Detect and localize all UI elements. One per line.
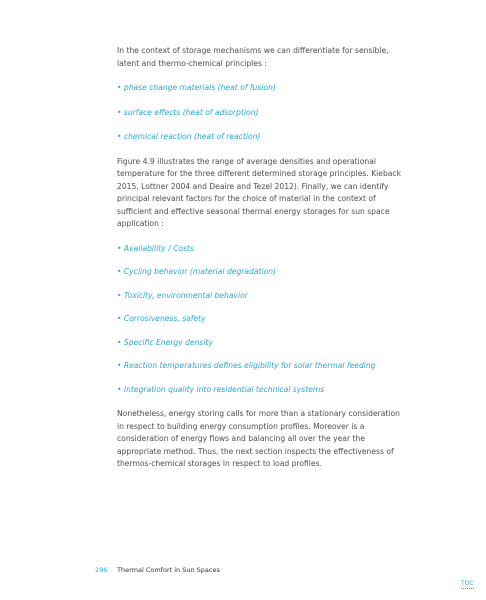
factor-item: • Cycling behavior (material degradation)	[117, 267, 277, 276]
toc-link[interactable]: TOC	[461, 580, 474, 587]
closing-paragraph: Nonetheless, energy storing calls for more than a stationary consideration in respect to building energy consumption profiles. Moreover is a consideration of energy flows and balancing all over the year the appropriate method. Thus, the next section inspects the effectiveness of thermos-chemical storages in respect to load profiles.	[117, 409, 400, 468]
running-footer-title: Thermal Comfort in Sun Spaces	[117, 566, 220, 574]
principle-item: • chemical reaction (heat of reaction)	[117, 132, 261, 141]
figure-paragraph: Figure 4.9 illustrates the range of average densities and operational temperature for the three different determined storage principles. Kieback 2015, Lottner 2004 and Deaire and Tezel 2012). Finally, we can identify principal relevant factors for the choice of material in the context of sufficient and effective seasonal thermal energy storages for sun space application :	[117, 156, 402, 228]
principle-item: • surface effects (heat of adsorption)	[117, 107, 259, 117]
factor-item: • Specific Energy density	[117, 337, 213, 347]
page-content	[117, 45, 407, 471]
principle-item: • phase change materials (heat of fusion)	[117, 83, 276, 92]
intro-paragraph: In the context of storage mechanisms we can differentiate for sensible, latent and thermo-chemical principles :	[117, 46, 389, 68]
factor-item: • Availability / Costs	[117, 243, 194, 253]
factor-item: • Reaction temperatures defines eligibility for solar thermal feeding	[117, 361, 376, 370]
page-number: 296	[95, 566, 108, 574]
factor-item: • Integration quality into residential technical systems	[117, 384, 325, 394]
factor-item: • Toxicity, environmental behavior	[117, 290, 248, 300]
factor-item: • Corrosiveness, safety	[117, 314, 206, 323]
